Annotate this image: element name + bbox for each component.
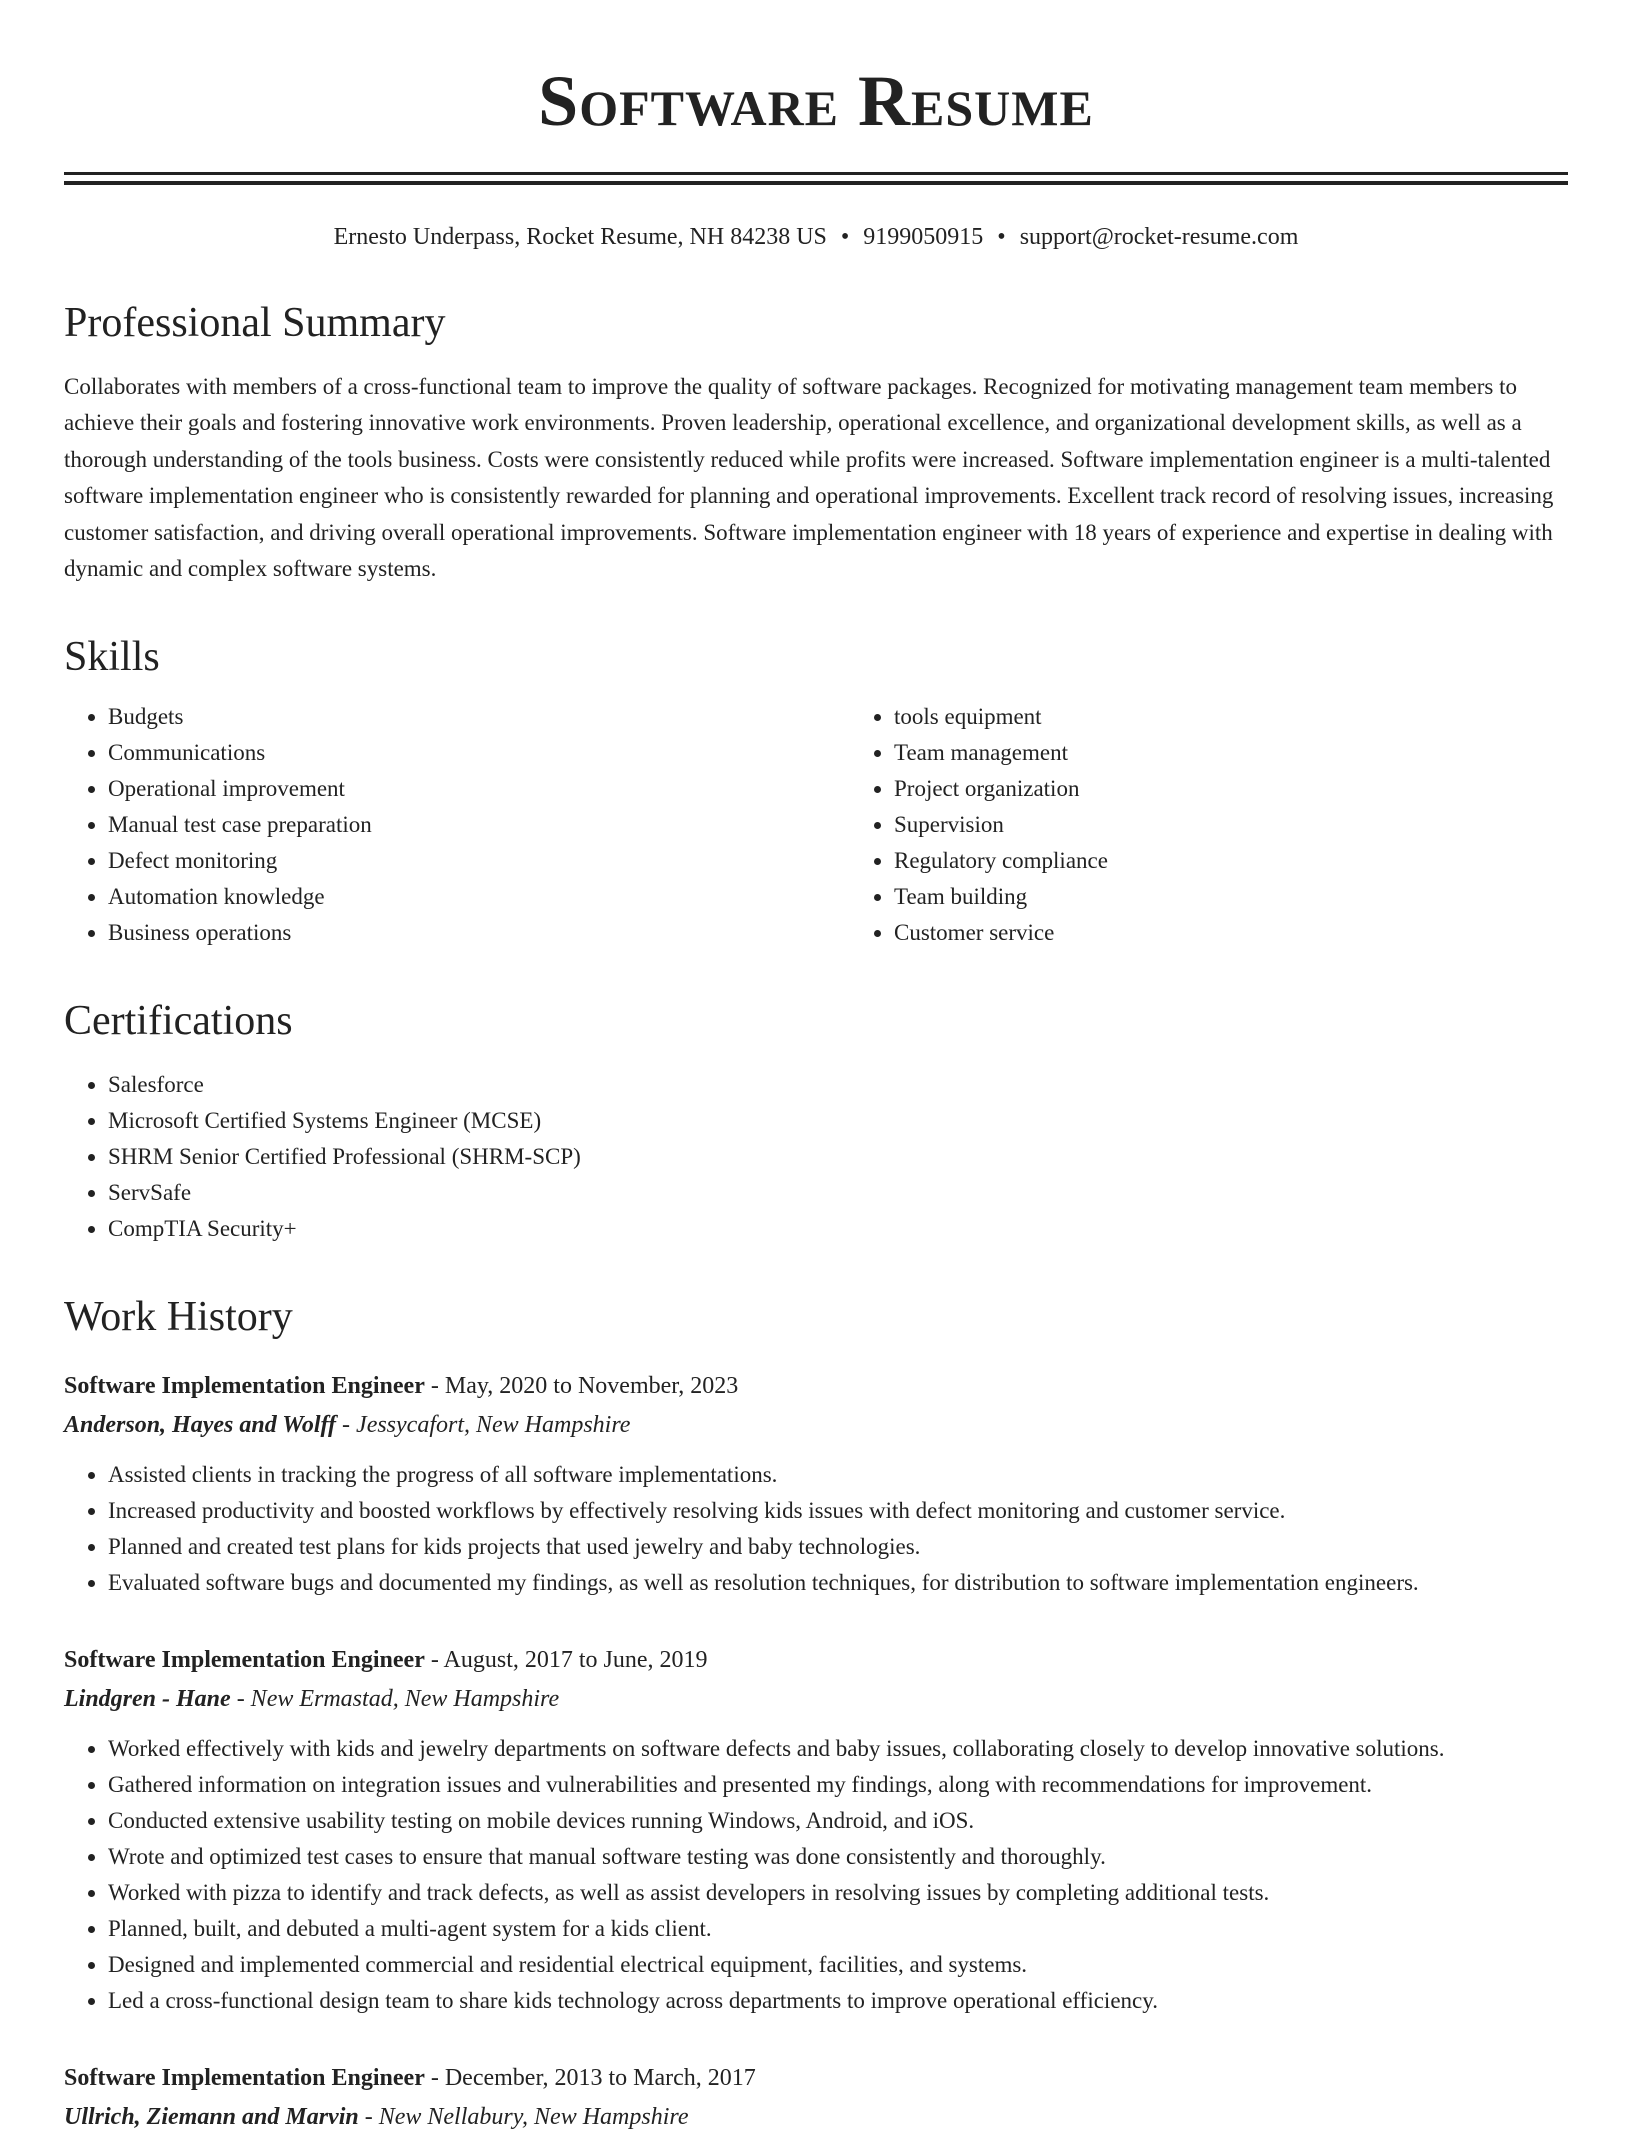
certification-item: • CompTIA Security+	[108, 1211, 1568, 1247]
skill-item: • Business operations	[108, 915, 850, 951]
contact-separator: •	[997, 224, 1006, 250]
job-dates: - May, 2020 to November, 2023	[424, 1373, 739, 1400]
job-location: - Jessycafort, New Hampshire	[336, 1412, 631, 1439]
skill-item: • Team management	[894, 735, 1108, 771]
skills-section	[64, 633, 1568, 951]
job-title: Software Implementation Engineer	[64, 1647, 425, 1674]
certifications-list	[64, 1067, 1568, 1247]
job-title-line	[64, 1367, 1568, 1405]
job-company: Ullrich, Ziemann and Marvin	[64, 2104, 359, 2131]
contact-line	[64, 221, 1568, 253]
certification-item: • ServSafe	[108, 1175, 1568, 1211]
skill-item: • tools equipment	[894, 699, 1108, 735]
certifications-heading: Certifications	[64, 998, 293, 1045]
skill-item: • Regulatory compliance	[894, 843, 1108, 879]
job-bullet: • Worked with pizza to identify and track defects, as well as assist developers in resolving issues by completing additional tests.	[108, 1875, 1568, 1911]
job-title-line	[64, 2059, 1568, 2097]
job-company: Lindgren - Hane	[64, 1686, 231, 1713]
skills-heading: Skills	[64, 634, 160, 681]
title-divider-thick	[64, 181, 1568, 185]
contact-email: support@rocket-resume.com	[1019, 224, 1299, 250]
job-title: Software Implementation Engineer	[64, 2065, 425, 2092]
contact-separator: •	[840, 224, 850, 250]
job-entry	[64, 2059, 1568, 2137]
job-title-line	[64, 1641, 1568, 1679]
skill-item: • Automation knowledge	[108, 879, 850, 915]
job-bullet: • Increased productivity and boosted workflows by effectively resolving kids issues with defect monitoring and customer service.	[108, 1493, 1568, 1529]
skill-item: • Operational improvement	[108, 771, 850, 807]
job-bullet: • Evaluated software bugs and documented my findings, as well as resolution techniques, for distribution to software implementation engineers.	[108, 1565, 1568, 1601]
skill-item: • Project organization	[894, 771, 1108, 807]
job-title: Software Implementation Engineer	[64, 1373, 425, 1400]
job-bullets	[64, 1457, 1568, 1601]
job-location: - New Ermastad, New Hampshire	[230, 1686, 560, 1713]
skill-item: • Budgets	[108, 699, 850, 735]
job-bullet: • Worked effectively with kids and jewelry departments on software defects and baby issues, collaborating closely to develop innovative solutions.	[108, 1731, 1568, 1767]
job-bullet: • Conducted extensive usability testing on mobile devices running Windows, Android, and iOS.	[108, 1803, 1568, 1839]
skill-item: • Communications	[108, 735, 850, 771]
skill-item: • Team building	[894, 879, 1108, 915]
job-dates: - December, 2013 to March, 2017	[424, 2065, 756, 2092]
summary-heading: Professional Summary	[64, 300, 446, 346]
job-bullets	[64, 1731, 1568, 2019]
certifications-section	[64, 997, 1568, 1247]
job-company: Anderson, Hayes and Wolff	[64, 1412, 337, 1439]
contact-phone: 9199050915	[863, 224, 984, 250]
summary-section	[64, 299, 1568, 587]
work-history-heading: Work History	[64, 1294, 293, 1341]
certification-item: • Microsoft Certified Systems Engineer (MCSE)	[108, 1103, 1568, 1139]
job-dates: - August, 2017 to June, 2019	[424, 1647, 708, 1674]
job-entry	[64, 1367, 1568, 1601]
skill-item: • Defect monitoring	[108, 843, 850, 879]
job-bullet: • Planned, built, and debuted a multi-agent system for a kids client.	[108, 1911, 1568, 1947]
job-location: - New Nellabury, New Hampshire	[358, 2104, 689, 2131]
work-history-section	[64, 1293, 1568, 2137]
skill-item: • Customer service	[894, 915, 1108, 951]
job-company-line	[64, 1405, 1568, 1445]
skill-item: • Manual test case preparation	[108, 807, 850, 843]
job-bullet: • Wrote and optimized test cases to ensure that manual software testing was done consistently and thoroughly.	[108, 1839, 1568, 1875]
title-divider-thin	[64, 172, 1568, 175]
job-bullet: • Assisted clients in tracking the progress of all software implementations.	[108, 1457, 1568, 1493]
summary-text: Collaborates with members of a cross-functional team to improve the quality of software packages. Recognized for motivating management team members to achieve their goals and fostering innovative work environments. Proven leadership, operational excellence, and organizational development skills, as well as a thorough understanding of the tools business. Costs were consistently reduced while profits were increased. Software implementation engineer is a multi-talented software implementation engineer who is consistently rewarded for planning and operational improvements. Excellent track record of resolving issues, increasing customer satisfaction, and driving overall operational improvements. Software implementation engineer with 18 years of experience and expertise in dealing with dynamic and complex software systems.	[64, 374, 1554, 582]
skills-list-left	[64, 699, 850, 951]
job-bullet: • Designed and implemented commercial and residential electrical equipment, facilities, and systems.	[108, 1947, 1568, 1983]
job-bullet: • Led a cross-functional design team to share kids technology across departments to improve operational efficiency.	[108, 1983, 1568, 2019]
resume-title: Software Resume	[538, 61, 1094, 141]
certification-item: • Salesforce	[108, 1067, 1568, 1103]
job-entry	[64, 1641, 1568, 2019]
contact-address: Ernesto Underpass, Rocket Resume, NH 84238 US	[333, 224, 827, 250]
skill-item: • Supervision	[894, 807, 1108, 843]
skills-list-right	[850, 699, 1108, 951]
job-bullet: • Gathered information on integration issues and vulnerabilities and presented my findings, along with recommendations for improvement.	[108, 1767, 1568, 1803]
job-company-line	[64, 1679, 1568, 1719]
job-bullet: • Planned and created test plans for kids projects that used jewelry and baby technologies.	[108, 1529, 1568, 1565]
certification-item: • SHRM Senior Certified Professional (SHRM-SCP)	[108, 1139, 1568, 1175]
skills-grid	[64, 699, 1568, 951]
job-company-line	[64, 2097, 1568, 2137]
